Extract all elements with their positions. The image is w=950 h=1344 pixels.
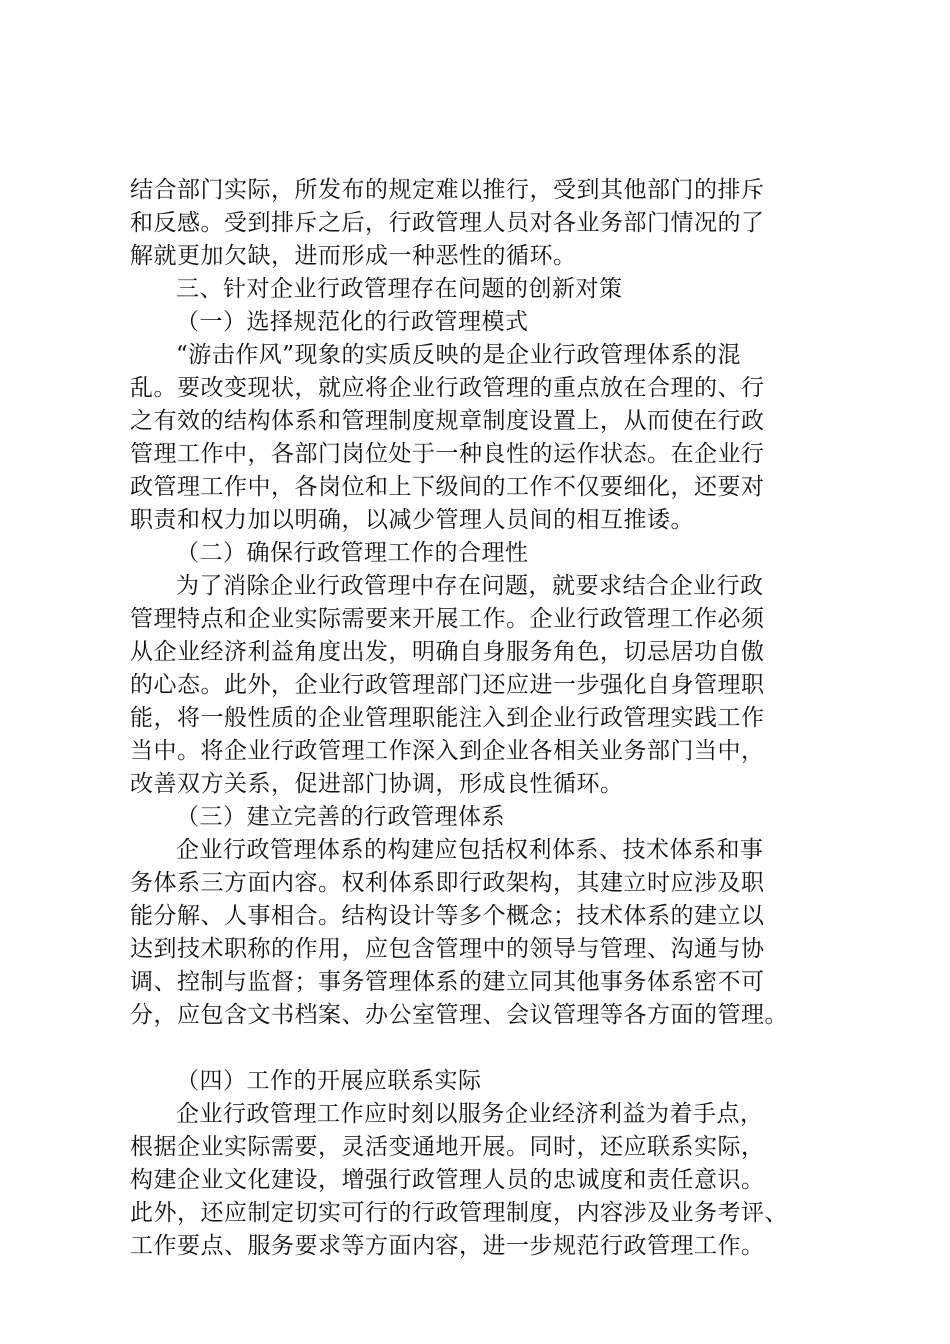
- body-line: 之有效的结构体系和管理制度规章制度设置上，从而使在行政: [130, 408, 765, 434]
- body-line: 分，应包含文书档案、办公室管理、会议管理等各方面的管理。: [130, 1002, 788, 1028]
- body-line: 职责和权力加以明确，以减少管理人员间的相互推诿。: [130, 507, 694, 533]
- body-line: 解就更加欠缺，进而形成一种恶性的循环。: [130, 243, 577, 269]
- document-body: [130, 174, 830, 1263]
- body-line: 务体系三方面内容。权利体系即行政架构，其建立时应涉及职: [130, 870, 765, 896]
- blank-line: [130, 1032, 830, 1065]
- body-line: 能分解、人事相合。结构设计等多个概念；技术体系的建立以: [130, 903, 765, 929]
- body-line: “游击作风”现象的实质反映的是企业行政管理体系的混: [176, 342, 742, 368]
- body-line: 和反感。受到排斥之后，行政管理人员对各业务部门情况的了: [130, 210, 765, 236]
- subsection-heading-3: （三）建立完善的行政管理体系: [176, 804, 505, 830]
- body-line: 当中。将企业行政管理工作深入到企业各相关业务部门当中，: [130, 738, 765, 764]
- body-line: 工作要点、服务要求等方面内容，进一步规范行政管理工作。: [130, 1233, 765, 1259]
- body-line: 达到技术职称的作用，应包含管理中的领导与管理、沟通与协: [130, 936, 765, 962]
- body-line: 能，将一般性质的企业管理职能注入到企业行政管理实践工作: [130, 705, 765, 731]
- subsection-heading-2: （二）确保行政管理工作的合理性: [176, 540, 529, 566]
- body-line: 管理工作中，各部门岗位处于一种良性的运作状态。在企业行: [130, 441, 765, 467]
- body-line: 调、控制与监督；事务管理体系的建立同其他事务体系密不可: [130, 969, 765, 995]
- body-line: 企业行政管理工作应时刻以服务企业经济利益为着手点，: [176, 1101, 764, 1127]
- body-line: 企业行政管理体系的构建应包括权利体系、技术体系和事: [176, 837, 764, 863]
- body-line: 结合部门实际，所发布的规定难以推行，受到其他部门的排斥: [130, 177, 765, 203]
- body-line: 政管理工作中，各岗位和上下级间的工作不仅要细化，还要对: [130, 474, 765, 500]
- subsection-heading-4: （四）工作的开展应联系实际: [176, 1068, 482, 1094]
- body-line: 构建企业文化建设，增强行政管理人员的忠诚度和责任意识。: [130, 1167, 765, 1193]
- subsection-heading-1: （一）选择规范化的行政管理模式: [176, 309, 529, 335]
- body-line: 的心态。此外，企业行政管理部门还应进一步强化自身管理职: [130, 672, 765, 698]
- body-line: 此外，还应制定切实可行的行政管理制度，内容涉及业务考评、: [130, 1200, 788, 1226]
- body-line: 为了消除企业行政管理中存在问题，就要求结合企业行政: [176, 573, 764, 599]
- body-line: 根据企业实际需要，灵活变通地开展。同时，还应联系实际，: [130, 1134, 765, 1160]
- body-line: 乱。要改变现状，就应将企业行政管理的重点放在合理的、行: [130, 375, 765, 401]
- body-line: 管理特点和企业实际需要来开展工作。企业行政管理工作必须: [130, 606, 765, 632]
- body-line: 改善双方关系，促进部门协调，形成良性循环。: [130, 771, 624, 797]
- section-heading: 三、针对企业行政管理存在问题的创新对策: [176, 276, 623, 302]
- body-line: 从企业经济利益角度出发，明确自身服务角色，切忌居功自傲: [130, 639, 765, 665]
